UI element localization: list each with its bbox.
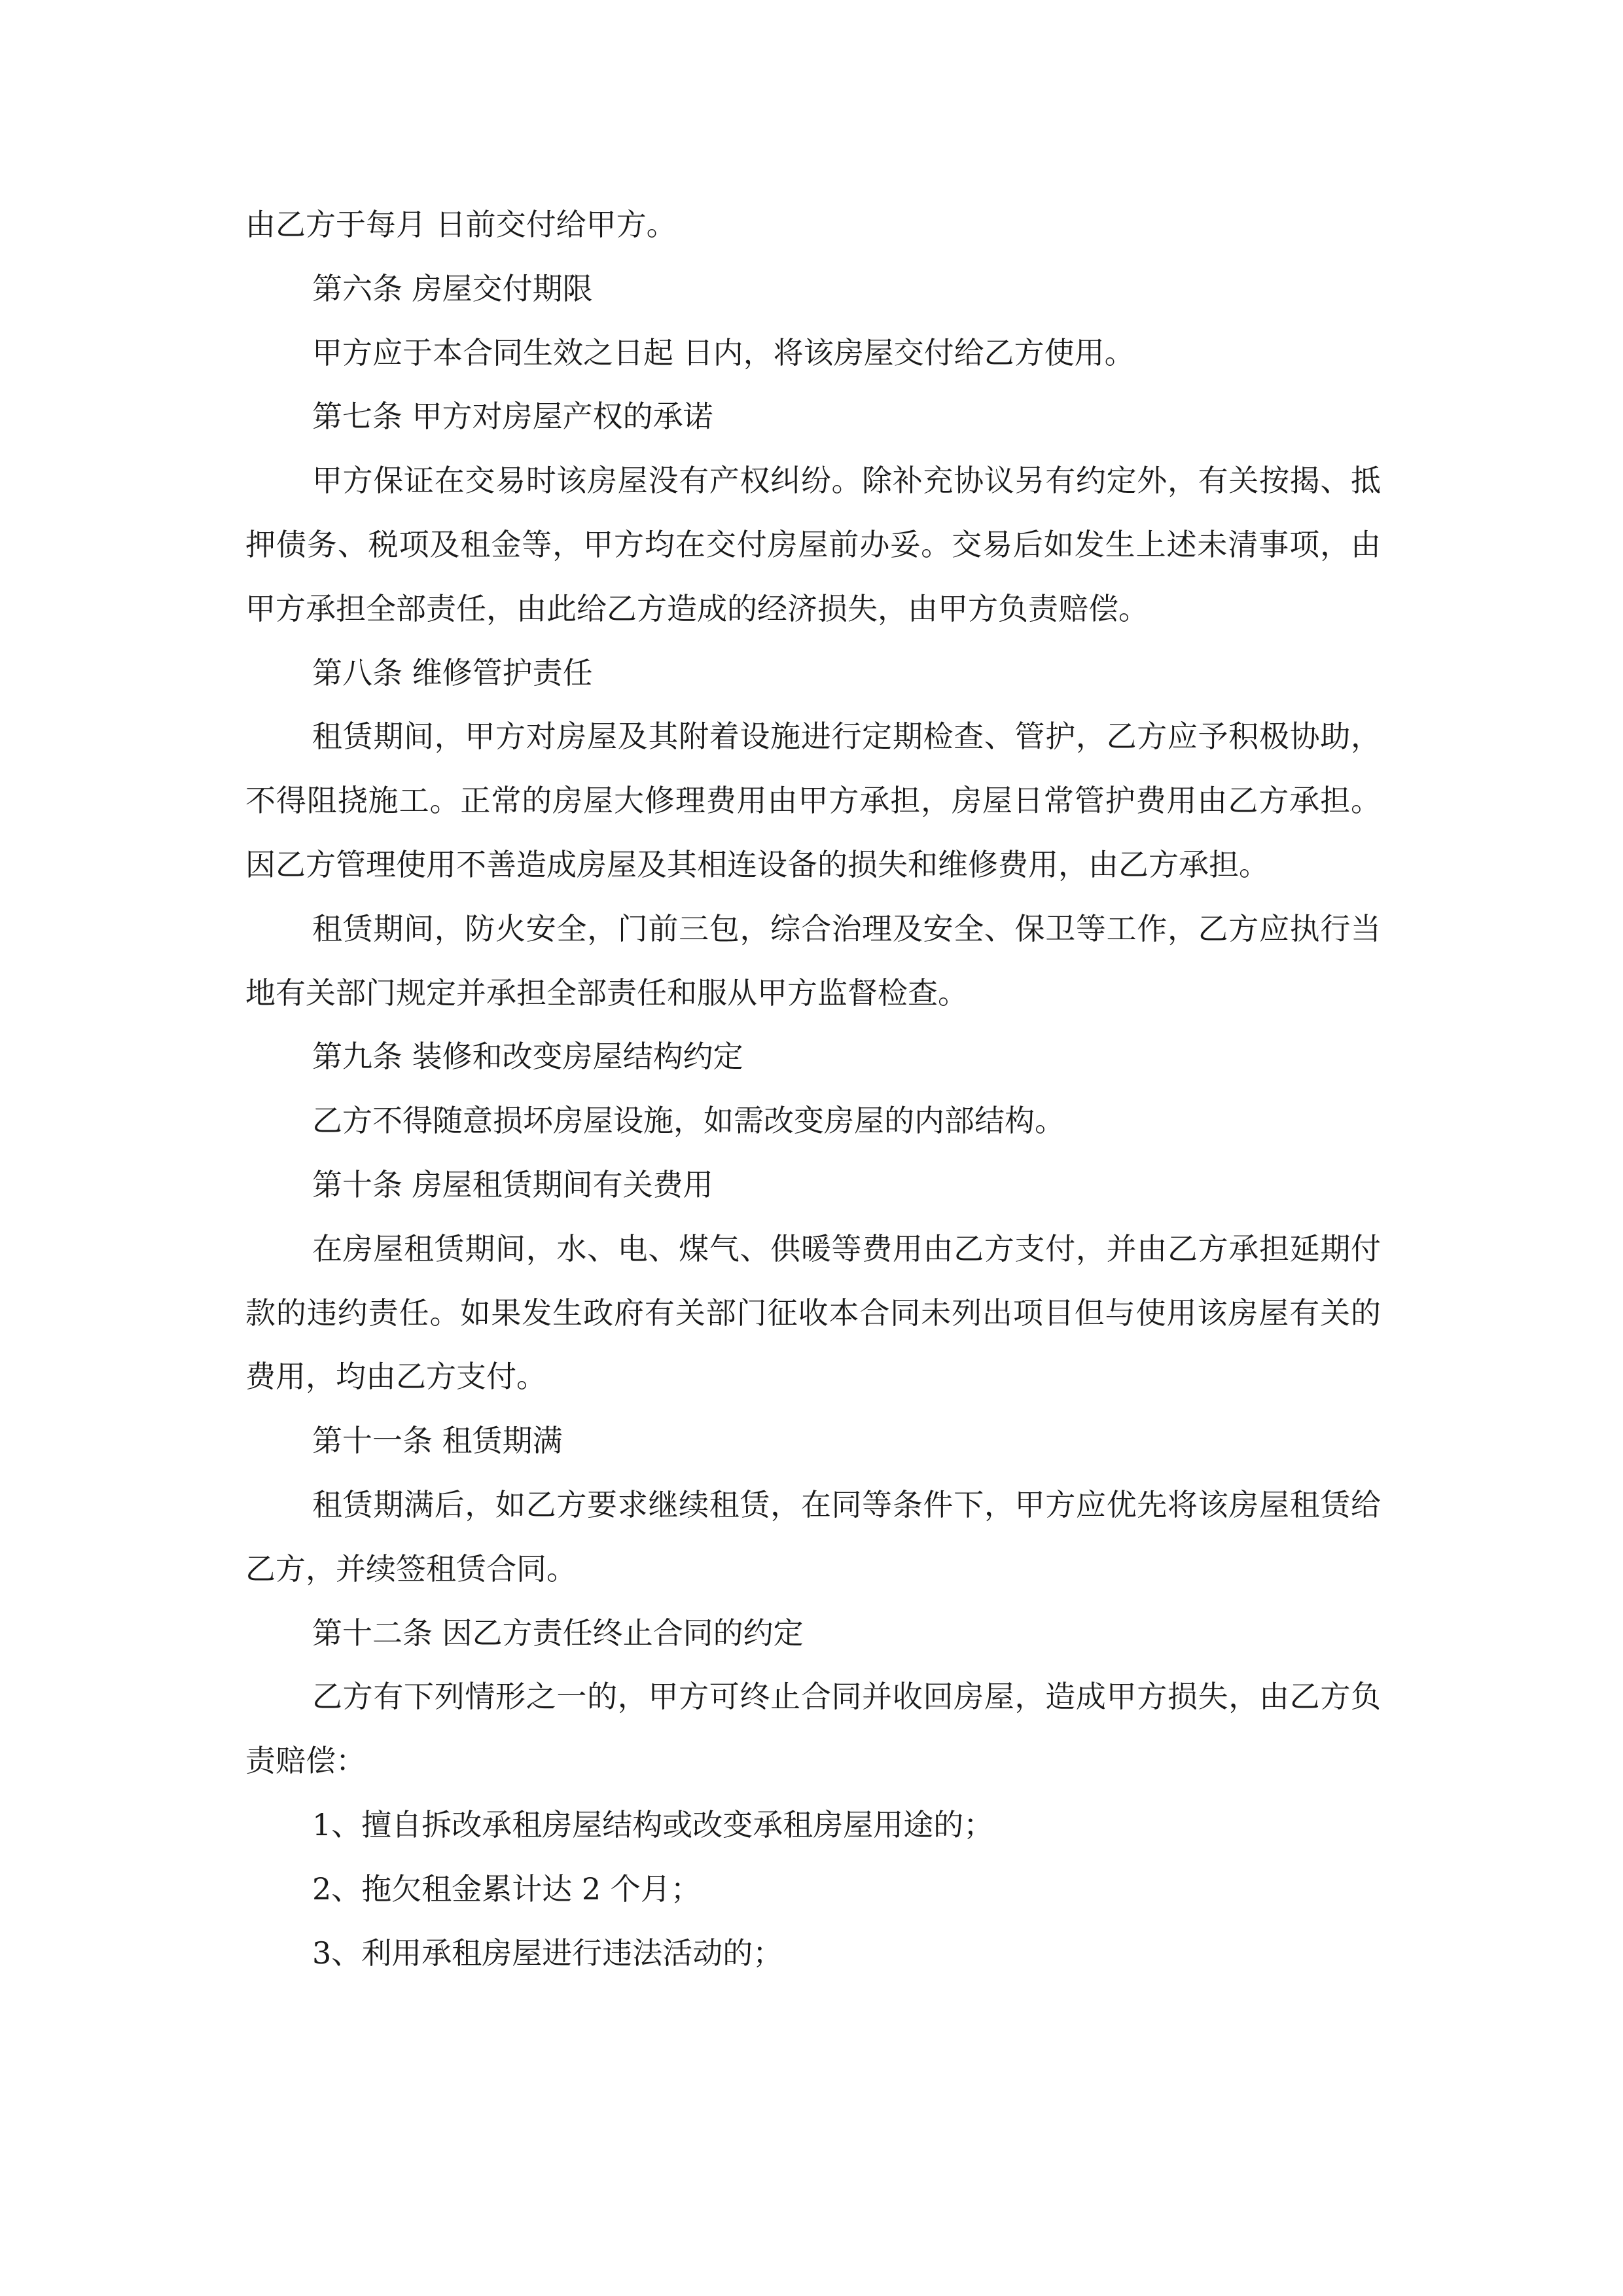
- article-6-heading: 第六条 房屋交付期限: [312, 270, 593, 306]
- article-12-heading: 第十二条 因乙方责任终止合同的约定: [312, 1615, 804, 1651]
- list-item: 1、擅自拆改承租房屋结构或改变承租房屋用途的；: [312, 1806, 994, 1842]
- list-item: 2、拖欠租金累计达 2 个月；: [312, 1871, 701, 1907]
- article-12-text: 乙方有下列情形之一的，甲方可终止合同并收回房屋，造成甲方损失，由乙方负责赔偿：: [245, 1679, 1381, 1779]
- list-item: 3、利用承租房屋进行违法活动的；: [312, 1935, 783, 1971]
- contract-body: [245, 193, 1381, 1985]
- article-9-text: 乙方不得随意损坏房屋设施，如需改变房屋的内部结构。: [312, 1103, 1065, 1139]
- article-9-heading: 第九条 装修和改变房屋结构约定: [312, 1039, 743, 1075]
- article-10-text: 在房屋租赁期间，水、电、煤气、供暖等费用由乙方支付，并由乙方承担延期付款的违约责任。如果发生政府有关部门征收本合同未列出项目但与使用该房屋有关的费用，均由乙方支付。: [245, 1230, 1381, 1395]
- article-11-heading: 第十一条 租赁期满: [312, 1423, 563, 1459]
- article-7-text: 甲方保证在交易时该房屋没有产权纠纷。除补充协议另有约定外，有关按揭、抵押债务、税项及租金等，甲方均在交付房屋前办妥。交易后如发生上述未清事项，由甲方承担全部责任，由此给乙方造成的经济损失，由甲方负责赔偿。: [245, 463, 1381, 626]
- paragraph-payment-date: 由乙方于每月 日前交付给甲方。: [245, 207, 677, 242]
- article-8-heading: 第八条 维修管护责任: [312, 655, 593, 691]
- article-8-text-1: 租赁期间，甲方对房屋及其附着设施进行定期检查、管护，乙方应予积极协助，不得阻挠施工。正常的房屋大修理费用由甲方承担，房屋日常管护费用由乙方承担。因乙方管理使用不善造成房屋及其相连设备的损失和维修费用，由乙方承担。: [245, 719, 1381, 882]
- article-7-heading: 第七条 甲方对房屋产权的承诺: [312, 399, 713, 435]
- article-10-heading: 第十条 房屋租赁期间有关费用: [312, 1166, 713, 1202]
- article-8-text-2: 租赁期间，防火安全，门前三包，综合治理及安全、保卫等工作，乙方应执行当地有关部门规定并承担全部责任和服从甲方监督检查。: [245, 910, 1381, 1011]
- article-11-text: 租赁期满后，如乙方要求继续租赁，在同等条件下，甲方应优先将该房屋租赁给乙方，并续签租赁合同。: [245, 1486, 1381, 1587]
- article-6-text: 甲方应于本合同生效之日起 日内，将该房屋交付给乙方使用。: [312, 334, 1135, 370]
